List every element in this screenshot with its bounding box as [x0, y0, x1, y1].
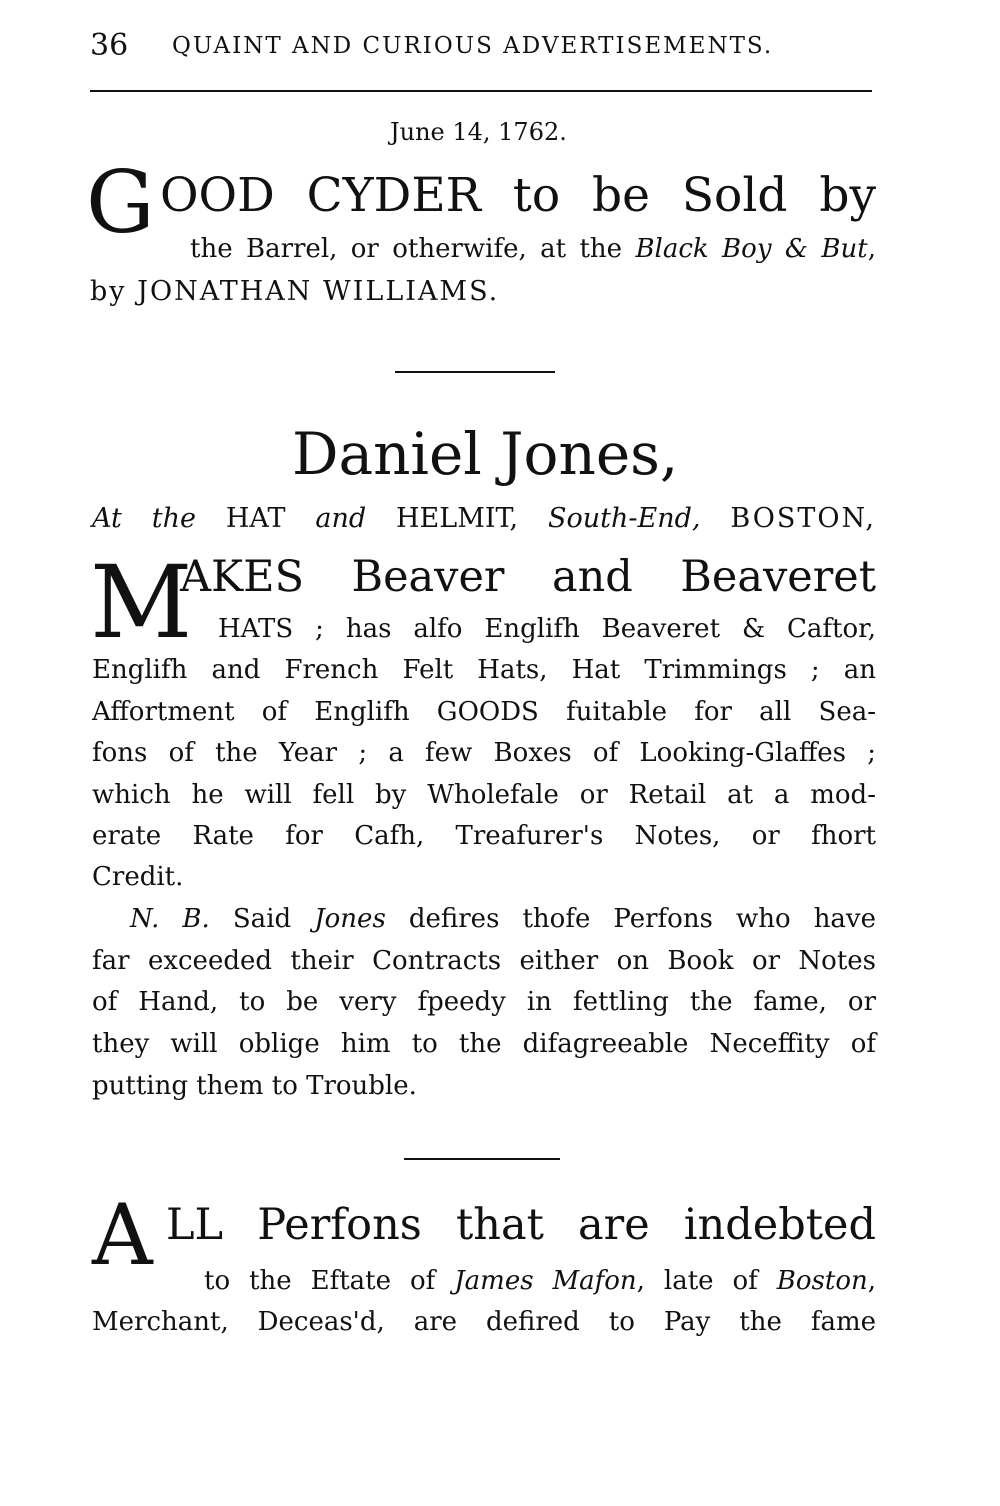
ad-date: June 14, 1762.	[390, 118, 567, 146]
advertiser-address	[92, 503, 876, 534]
ad1-line-2-text: the Barrel, or otherwife, at the	[190, 234, 636, 264]
ad3-line-2-b: , late of	[636, 1266, 777, 1296]
ad2-body-line: which he will fell by Wholefale or Retail at a mod-	[92, 780, 876, 810]
tavern-name: Black Boy & But	[635, 234, 868, 264]
town-name: Boston	[776, 1266, 868, 1296]
nb-body-line: they will oblige him to the difagreeable Neceffity of	[92, 1029, 876, 1059]
separator-rule-2	[404, 1158, 560, 1160]
page-number: 36	[90, 28, 129, 63]
nb-label: N. B.	[130, 904, 210, 934]
ad1-line-1: OOD CYDER to be Sold by	[160, 168, 876, 223]
running-title: QUAINT AND CURIOUS ADVERTISEMENTS.	[172, 33, 774, 59]
ad1-line-3: by JONATHAN WILLIAMS.	[90, 276, 500, 307]
ad1-line-2	[190, 234, 876, 264]
nb-last-line: putting them to Trouble.	[92, 1071, 417, 1101]
ad1-line-2-end: ,	[867, 234, 876, 264]
separator-rule-1	[395, 371, 555, 373]
address-south-end: South-End,	[548, 503, 701, 534]
address-boston: BOSTON,	[730, 503, 876, 534]
drop-cap-g: G	[86, 153, 155, 253]
ad2-last-line: Credit.	[92, 862, 184, 892]
nb-said: Said	[232, 904, 292, 934]
ad3-line-2	[204, 1266, 876, 1296]
ad3-line-1: LL Perfons that are indebted	[166, 1200, 876, 1250]
nb-body-line: far exceeded their Contracts either on Book or Notes	[92, 946, 876, 976]
ad3-line-3: Merchant, Deceas'd, are defired to Pay the fame	[92, 1307, 876, 1337]
ad2-body-line: Affortment of Englifh GOODS fuitable for all Sea-	[92, 697, 876, 727]
ad2-line-2: HATS ; has alfo Englifh Beaveret & Caftor,	[218, 614, 876, 644]
address-helmit: HELMIT,	[396, 503, 519, 534]
address-and: and	[315, 503, 367, 534]
ad3-line-2-a: to the Eftate of	[204, 1266, 455, 1296]
nb-body-line: of Hand, to be very fpeedy in fettling the fame, or	[92, 987, 876, 1017]
ad3-line-2-end: ,	[867, 1266, 876, 1296]
deceased-name: James Mafon	[454, 1266, 637, 1296]
nb-line-1-rest: defires thofe Perfons who have	[408, 904, 877, 934]
advertiser-name: Daniel Jones,	[292, 420, 679, 488]
ad2-body-line: fons of the Year ; a few Boxes of Looking-Glaffes ;	[92, 738, 876, 768]
ad2-body-line: Englifh and French Felt Hats, Hat Trimmings ; an	[92, 655, 876, 685]
address-hat: HAT	[225, 503, 286, 534]
ad2-body-line: erate Rate for Cafh, Treafurer's Notes, or fhort	[92, 821, 876, 851]
nb-jones: Jones	[314, 904, 386, 934]
address-at-the: At the	[92, 503, 196, 534]
header-rule	[90, 90, 872, 92]
drop-cap-m: M	[90, 544, 193, 661]
ad2-line-1: AKES Beaver and Beaveret	[180, 552, 876, 602]
nb-line-1	[130, 904, 876, 934]
drop-cap-a: A	[92, 1186, 153, 1284]
